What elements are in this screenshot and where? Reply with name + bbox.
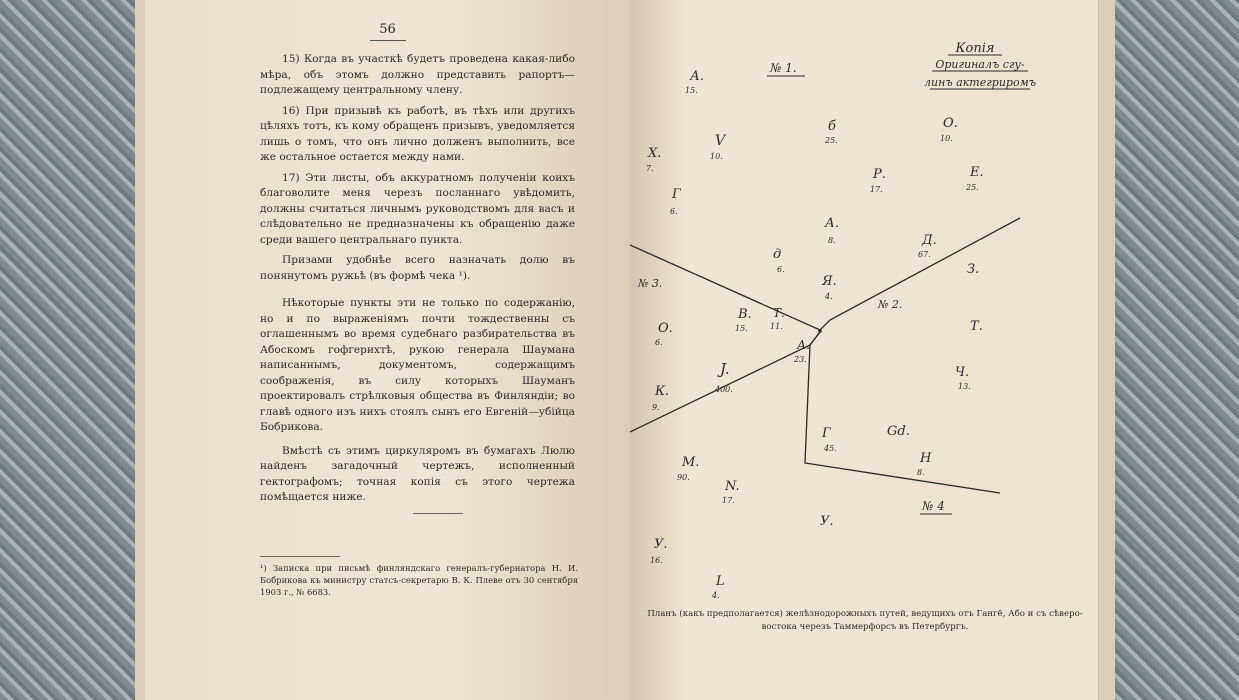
mark-letter: К. xyxy=(655,384,670,399)
header-line: линъ актегриромъ xyxy=(923,76,1037,89)
mark-letter: Х. xyxy=(648,146,662,161)
left-page xyxy=(145,0,630,700)
page-number: 56 xyxy=(145,22,630,41)
mark-number: 15. xyxy=(685,86,698,95)
mark-number: 23. xyxy=(794,355,807,364)
mark-number: 6. xyxy=(670,207,678,216)
zone-label: № 1. xyxy=(770,61,797,75)
footnote-divider xyxy=(260,556,340,557)
paragraph: 17) Эти листы, объ аккуратномъ полученіи коихъ благоволите меня черезъ посланнаго увѣдомить, должны считаться личнымъ руководствомъ для васъ и слѣдовательно не предназначены къ обращенію даже среди вашего центральнаго пункта. xyxy=(260,171,575,246)
zone-label: № 3. xyxy=(638,277,663,290)
mark-number: 67. xyxy=(918,250,931,259)
mark-letter: Я. xyxy=(822,274,837,289)
mark-number: 15. xyxy=(735,324,748,333)
section-divider xyxy=(413,513,463,514)
junction-point xyxy=(818,329,822,333)
mark-number: 45. xyxy=(824,444,837,453)
mark-letter: Г xyxy=(672,187,681,202)
mark-letter: О. xyxy=(658,321,673,336)
mark-letter: О. xyxy=(943,116,958,131)
mark-number: 17. xyxy=(722,496,735,505)
book-edge-right xyxy=(1098,0,1115,700)
mark-letter: Р. xyxy=(873,167,886,182)
paragraph: 16) При призывѣ къ работѣ, въ тѣхъ или другихъ цѣляхъ тотъ, къ кому обращенъ призывъ, уведомляется лишь о томъ, что онъ лично долженъ выполнить, все же остальное остается между нами. xyxy=(260,104,575,163)
mark-letter: Т. xyxy=(773,306,785,320)
mark-letter: Ч. xyxy=(955,365,970,380)
mark-number: 10. xyxy=(940,134,953,143)
paragraph: Нѣкоторые пункты эти не только по содержанію, но и по выраженіямъ почти тождественны съ оглашеннымъ во время судебнаго разбирательства въ Абоскомъ гофгерихтѣ, рукою генерала Шаумана написаннымъ, документомъ, содержащимъ соображенія, въ силу которыхъ Шауманъ проектировалъ стрѣлковыя общества въ Финляндіи; во главѣ одного изъ нихъ стоялъ сынъ его Евгеній—убійца Бобрикова. xyxy=(260,297,575,433)
mark-letter: д xyxy=(773,247,782,262)
mark-number: 8. xyxy=(828,236,836,245)
mark-letter: L xyxy=(716,574,725,589)
mark-number: 9. xyxy=(652,403,660,412)
mark-number: 6. xyxy=(777,265,785,274)
paragraph: Призами удобнѣе всего назначать долю въ понянутомъ ружьѣ (въ формѣ чека ¹). xyxy=(260,254,575,282)
zone-label: № 2. xyxy=(878,298,903,311)
mark-number: 10. xyxy=(710,152,723,161)
mark-number: 6. xyxy=(655,338,663,347)
mark-letter: Е. xyxy=(970,165,984,180)
footnote: ¹) Записка при письмѣ финляндскаго генералъ-губернатора Н. И. Бобрикова къ министру статсъ-секретарю В. К. Плеве отъ 30 сентября 1903 г., № 6683. xyxy=(260,563,578,597)
mark-letter: N. xyxy=(725,479,740,494)
mark-letter: В. xyxy=(738,307,752,322)
mark-letter: У. xyxy=(654,537,668,552)
mark-number: 4. xyxy=(712,591,720,600)
zone-label: № 4 xyxy=(922,499,945,513)
mark-number: 17. xyxy=(870,185,883,194)
mark-letter: З. xyxy=(967,262,980,277)
header-line: Копія xyxy=(955,41,995,56)
point-marks xyxy=(646,69,984,600)
background-fabric-right xyxy=(1109,0,1239,700)
railway-diagram xyxy=(630,0,1100,700)
background-fabric-left xyxy=(0,0,150,700)
mark-letter: У. xyxy=(820,514,834,529)
mark-letter: А. xyxy=(690,69,704,84)
right-page xyxy=(630,0,1100,700)
mark-number: 8. xyxy=(917,468,925,477)
mark-letter: Gd. xyxy=(887,424,910,439)
paragraph: Вмѣстѣ съ этимъ циркуляромъ въ бумагахъ Люлю найденъ загадочный чертежъ, исполненный гектографомъ; точная копія съ этого чертежа помѣщается ниже. xyxy=(260,444,575,503)
header-line: Оригиналъ сгу- xyxy=(935,58,1025,71)
mark-letter: V xyxy=(715,133,726,149)
body-text xyxy=(260,52,575,511)
mark-number: 25. xyxy=(825,136,838,145)
open-book xyxy=(135,0,1115,700)
mark-number: 90. xyxy=(677,473,690,482)
mark-letter: Т. xyxy=(970,319,983,334)
mark-letter: М. xyxy=(682,455,700,470)
mark-letter: А. xyxy=(825,216,839,231)
mark-letter: Д. xyxy=(922,233,937,248)
paragraph: 15) Когда въ участкѣ будетъ проведена какая-либо мѣра, объ этомъ должно представить рапортъ—подлежащему центральному члену. xyxy=(260,53,575,96)
mark-letter: б xyxy=(828,119,836,134)
mark-number: 400. xyxy=(715,385,733,394)
mark-number: 11. xyxy=(770,322,783,331)
diagram-caption: Планъ (какъ предполагается) желѣзнодорожныхъ путей, ведущихъ отъ Гангё, Або и съ сѣверо-востока черезъ Таммерфорсъ въ Петербургъ. xyxy=(647,609,1083,632)
mark-letter: А. xyxy=(797,338,810,352)
mark-letter: J. xyxy=(720,360,730,378)
mark-number: 13. xyxy=(958,382,971,391)
mark-number: 16. xyxy=(650,556,663,565)
mark-letter: Н xyxy=(920,451,932,466)
mark-number: 4. xyxy=(825,292,833,301)
mark-number: 25. xyxy=(966,183,979,192)
mark-letter: Г xyxy=(822,426,831,441)
mark-number: 7. xyxy=(646,164,654,173)
